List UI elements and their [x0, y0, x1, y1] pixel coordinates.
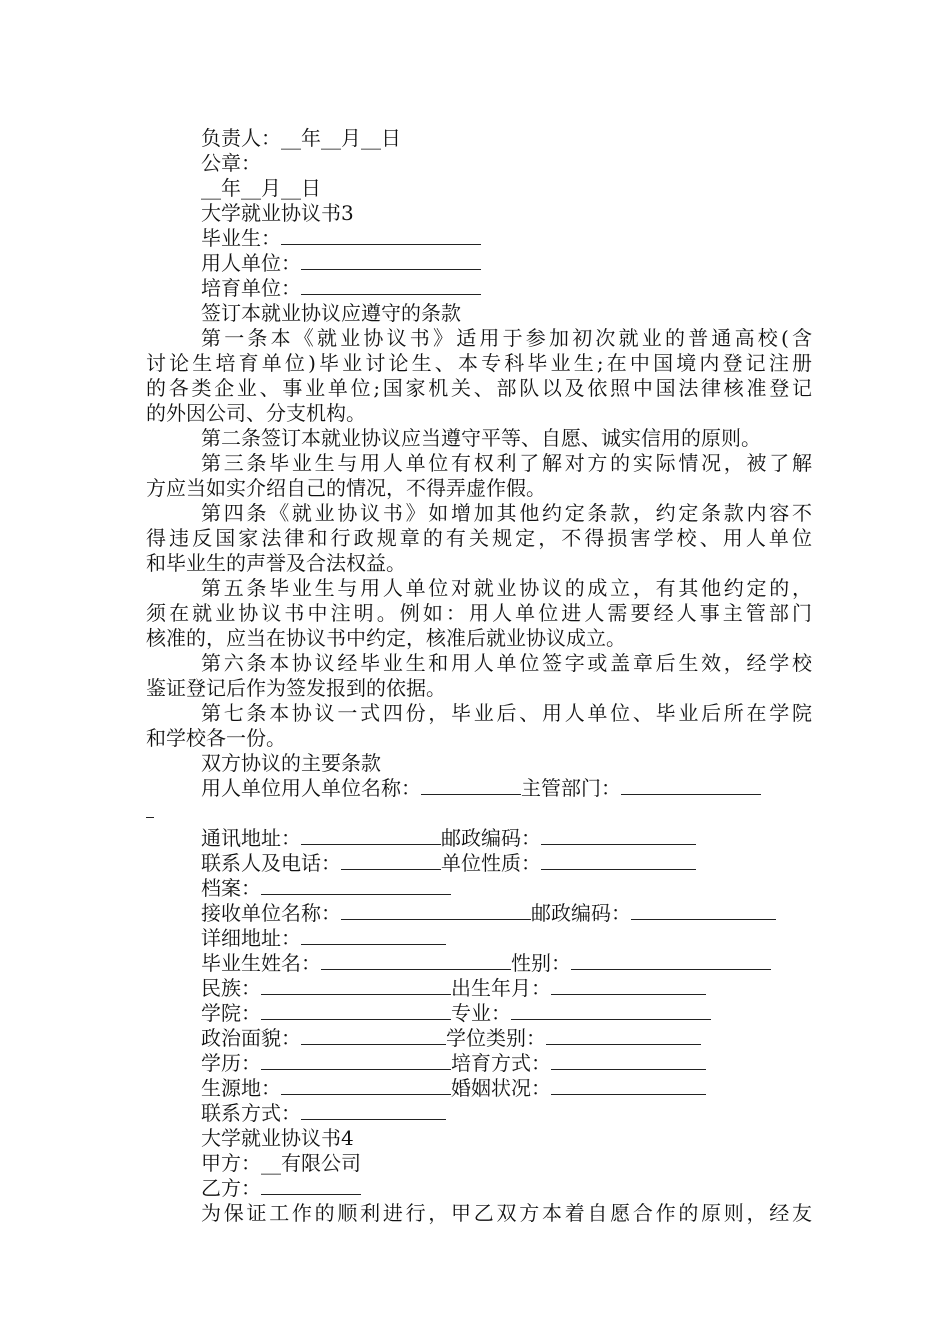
postcode-label: 邮政编码：	[441, 826, 541, 850]
detail-address-label: 详细地址：	[201, 926, 301, 950]
signatory-date-line: 负责人：__年__月__日	[201, 126, 401, 150]
origin-row	[201, 1076, 812, 1100]
college-label: 学院：	[201, 1001, 261, 1025]
party-b-blank	[261, 1177, 361, 1195]
archive-row	[201, 876, 812, 900]
article-5-line-3: 核准的，应当在协议书中约定，核准后就业协议成立。	[146, 626, 626, 650]
ethnicity-row	[201, 976, 812, 1000]
unit-type-blank	[541, 852, 696, 870]
receiving-unit-row	[201, 901, 812, 925]
seal-label: 公章：	[201, 151, 261, 175]
training-unit-field	[201, 276, 812, 300]
section-title-4: 大学就业协议书4	[201, 1126, 354, 1150]
postcode-2-blank	[631, 902, 776, 920]
training-unit-blank	[301, 277, 481, 295]
origin-blank	[281, 1077, 451, 1095]
article-3-line-2: 方应当如实介绍自己的情况，不得弄虚作假。	[146, 476, 546, 500]
contact-blank	[341, 852, 441, 870]
receiving-unit-label: 接收单位名称：	[201, 901, 341, 925]
article-5-line-2: 须在就业协议书中注明。例如：用人单位进人需要经人事主管部门	[146, 601, 812, 625]
article-6-line-1: 第六条本协议经毕业生和用人单位签字或盖章后生效，经学校	[201, 651, 812, 675]
article-1-line-2: 讨论生培育单位)毕业讨论生、本专科毕业生;在中国境内登记注册	[146, 351, 812, 375]
article-4-line-1: 第四条《就业协议书》如增加其他约定条款，约定条款内容不	[201, 501, 812, 525]
contract-intro-line: 为保证工作的顺利进行，甲乙双方本着自愿合作的原则，经友	[201, 1201, 812, 1225]
article-1-line-4: 的外因公司、分支机构。	[146, 401, 366, 425]
archive-label: 档案：	[201, 876, 261, 900]
ethnicity-blank	[261, 977, 451, 995]
party-b-row	[201, 1176, 812, 1200]
gender-blank	[571, 952, 771, 970]
unit-type-label: 单位性质：	[441, 851, 541, 875]
training-mode-blank	[551, 1052, 706, 1070]
graduate-field	[201, 226, 812, 250]
birth-date-blank	[551, 977, 706, 995]
education-label: 学历：	[201, 1051, 261, 1075]
employer-name-blank	[421, 777, 521, 795]
employer-name-row	[201, 776, 812, 800]
major-blank	[511, 1002, 711, 1020]
section-title-3: 大学就业协议书3	[201, 201, 354, 225]
main-terms-heading: 双方协议的主要条款	[201, 751, 381, 775]
address-row	[201, 826, 812, 850]
article-7-line-1: 第七条本协议一式四份，毕业后、用人单位、毕业后所在学院	[201, 701, 812, 725]
graduate-label: 毕业生：	[201, 226, 281, 250]
terms-heading: 签订本就业协议应遵守的条款	[201, 301, 461, 325]
article-2: 第二条签订本就业协议应当遵守平等、自愿、诚实信用的原则。	[201, 426, 761, 450]
supervisor-dept-blank	[621, 777, 761, 795]
graduate-name-row	[201, 951, 812, 975]
article-7-line-2: 和学校各一份。	[146, 726, 286, 750]
address-label: 通讯地址：	[201, 826, 301, 850]
article-1-line-1: 第一条本《就业协议书》适用于参加初次就业的普通高校(含	[201, 326, 812, 350]
origin-label: 生源地：	[201, 1076, 281, 1100]
contact-method-blank	[301, 1102, 446, 1120]
graduate-blank	[281, 227, 481, 245]
employer-field	[201, 251, 812, 275]
college-row	[201, 1001, 812, 1025]
employer-blank	[301, 252, 481, 270]
college-blank	[261, 1002, 451, 1020]
education-row	[201, 1051, 812, 1075]
employer-label: 用人单位：	[201, 251, 301, 275]
article-3-line-1: 第三条毕业生与用人单位有权利了解对方的实际情况，被了解	[201, 451, 812, 475]
article-4-line-3: 和毕业生的声誉及合法权益。	[146, 551, 406, 575]
party-b-label: 乙方：	[201, 1176, 261, 1200]
contact-method-row	[201, 1101, 812, 1125]
postcode-blank	[541, 827, 696, 845]
graduate-name-blank	[321, 952, 511, 970]
training-unit-label: 培育单位：	[201, 276, 301, 300]
contact-method-label: 联系方式：	[201, 1101, 301, 1125]
political-row	[201, 1026, 812, 1050]
gender-label: 性别：	[511, 951, 571, 975]
training-mode-label: 培育方式：	[451, 1051, 551, 1075]
major-label: 专业：	[451, 1001, 511, 1025]
education-blank	[261, 1052, 451, 1070]
article-1-line-3: 的各类企业、事业单位;国家机关、部队以及依照中国法律核准登记	[146, 376, 812, 400]
party-a-line: 甲方：__有限公司	[201, 1151, 361, 1175]
political-blank	[301, 1027, 446, 1045]
degree-type-blank	[546, 1027, 701, 1045]
address-blank	[301, 827, 441, 845]
seal-date-line: __年__月__日	[201, 176, 321, 200]
postcode-2-label: 邮政编码：	[531, 901, 631, 925]
detail-address-blank	[301, 927, 446, 945]
employer-name-label: 用人单位用人单位名称：	[201, 776, 421, 800]
contact-row	[201, 851, 812, 875]
receiving-unit-blank	[341, 902, 531, 920]
archive-blank	[261, 877, 451, 895]
birth-date-label: 出生年月：	[451, 976, 551, 1000]
detail-address-row	[201, 926, 812, 950]
graduate-name-label: 毕业生姓名：	[201, 951, 321, 975]
marital-blank	[551, 1077, 706, 1095]
marital-label: 婚姻状况：	[451, 1076, 551, 1100]
degree-type-label: 学位类别：	[446, 1026, 546, 1050]
ethnicity-label: 民族：	[201, 976, 261, 1000]
contact-label: 联系人及电话：	[201, 851, 341, 875]
article-5-line-1: 第五条毕业生与用人单位对就业协议的成立，有其他约定的，	[201, 576, 812, 600]
article-6-line-2: 鉴证登记后作为签发报到的依据。	[146, 676, 446, 700]
political-label: 政治面貌：	[201, 1026, 301, 1050]
wrapped-blank-stub	[146, 817, 154, 818]
article-4-line-2: 得违反国家法律和行政规章的有关规定，不得损害学校、用人单位	[146, 526, 812, 550]
supervisor-dept-label: 主管部门：	[521, 776, 621, 800]
